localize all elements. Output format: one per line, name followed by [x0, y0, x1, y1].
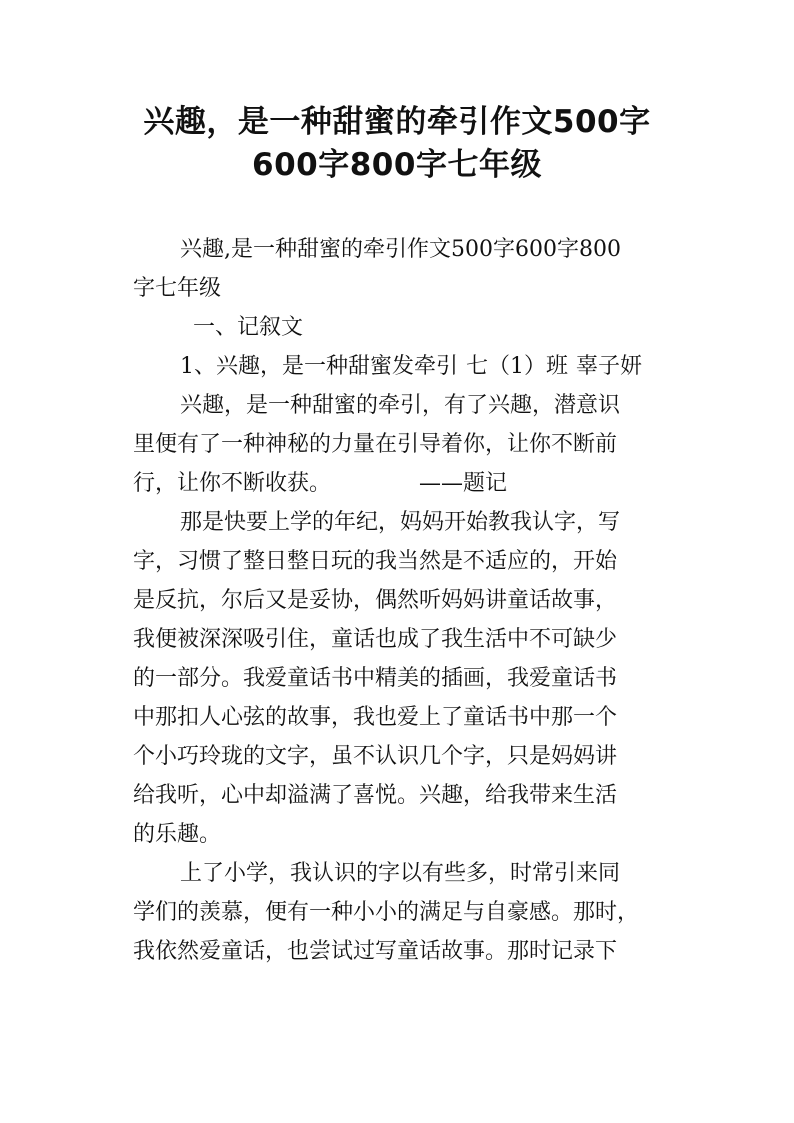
epigraph-attribution: ——题记 — [419, 471, 508, 496]
document-title-line-1: 兴趣，是一种甜蜜的牵引作文500字 — [143, 104, 651, 140]
body-line: 个小巧玲珑的文字，虽不认识几个字，只是妈妈讲 — [133, 744, 618, 769]
body-line: 的乐趣。 — [133, 822, 222, 847]
body-line: 字，习惯了整日整日玩的我当然是不适应的，开始 — [133, 549, 618, 574]
body-line: 字七年级 — [133, 276, 222, 301]
body-line: 是反抗，尔后又是妥协，偶然听妈妈讲童话故事， — [133, 588, 618, 613]
article-author: 辜子妍 — [576, 354, 643, 379]
article-heading — [133, 347, 673, 386]
body-line-text: 行，让你不断收获。 — [133, 471, 332, 496]
body-line: 我便被深深吸引住，童话也成了我生活中不可缺少 — [133, 627, 618, 652]
article-class: 七（1）班 — [466, 354, 568, 379]
body-line: 的一部分。我爱童话书中精美的插画，我爱童话书 — [133, 666, 618, 691]
body-line: 我依然爱童话，也尝试过写童话故事。那时记录下 — [133, 939, 618, 964]
document-body — [133, 230, 673, 971]
body-line: 里便有了一种神秘的力量在引导着你，让你不断前 — [133, 432, 618, 457]
body-line: 中那扣人心弦的故事，我也爱上了童话书中那一个 — [133, 705, 618, 730]
document-title-line-2: 600字800字七年级 — [252, 147, 542, 183]
epigraph-line — [133, 464, 673, 503]
body-line: 那是快要上学的年纪，妈妈开始教我认字，写 — [180, 510, 621, 535]
body-line: 兴趣,是一种甜蜜的牵引作文500字600字800 — [180, 237, 621, 262]
body-line: 上了小学，我认识的字以有些多，时常引来同 — [180, 861, 621, 886]
body-line: 兴趣，是一种甜蜜的牵引，有了兴趣，潜意识 — [180, 393, 621, 418]
article-title: 1、兴趣，是一种甜蜜发牵引 — [180, 354, 458, 379]
body-line: 学们的羡慕，便有一种小小的满足与自豪感。那时， — [133, 900, 640, 925]
section-heading: 一、记叙文 — [193, 315, 304, 340]
body-line: 给我听，心中却溢满了喜悦。兴趣，给我带来生活 — [133, 783, 618, 808]
